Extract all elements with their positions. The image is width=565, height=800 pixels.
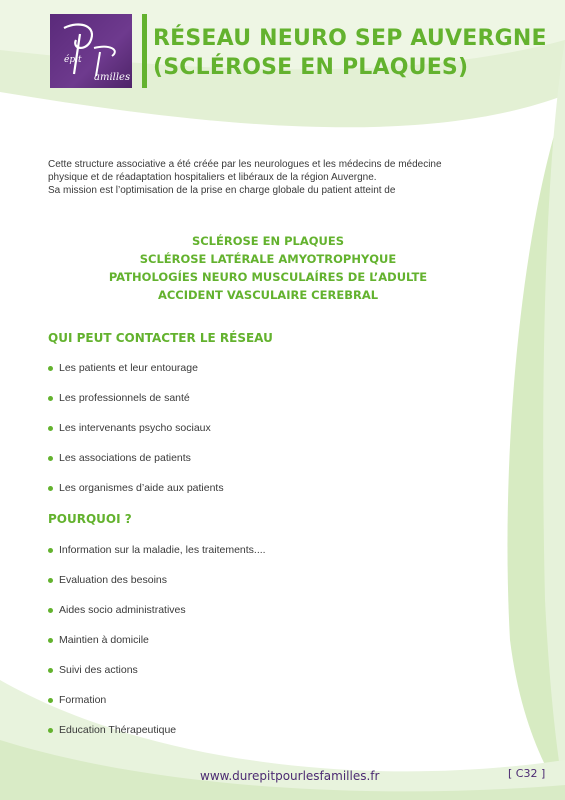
list-item: Aides socio administratives: [48, 604, 266, 634]
bullet-icon: [48, 608, 53, 613]
intro-line: Sa mission est l’optimisation de la prise en charge globale du patient atteint de: [48, 185, 396, 196]
list-item: Education Thérapeutique: [48, 724, 266, 754]
list-item: Maintien à domicile: [48, 634, 266, 664]
pathology-item: SCLÉROSE EN PLAQUES: [191, 234, 345, 248]
bullet-icon: [48, 578, 53, 583]
pathology-item: PATHOLOGÍES NEURO MUSCULAÍRES DE L’ADULTE: [108, 270, 428, 284]
list-item: Evaluation des besoins: [48, 574, 266, 604]
logo-text-repit: épit: [64, 55, 82, 65]
bullet-icon: [48, 486, 53, 491]
bullet-icon: [48, 668, 53, 673]
intro-line: physique et de réadaptation hospitaliers et libéraux de la région Auvergne.: [48, 172, 377, 183]
pathology-item: ACCIDENT VASCULAIRE CEREBRAL: [157, 288, 379, 302]
list-item: Les organismes d’aide aux patients: [48, 482, 224, 512]
contact-section-title: QUI PEUT CONTACTER LE RÉSEAU: [48, 331, 273, 345]
pathologies-list: [48, 232, 488, 304]
list-item: Les professionnels de santé: [48, 392, 224, 422]
page-number: [ C32 ]: [508, 767, 546, 780]
list-item: Les patients et leur entourage: [48, 362, 224, 392]
page-title: [153, 24, 553, 82]
list-item: Information sur la maladie, les traitements....: [48, 544, 266, 574]
pathology-item: SCLÉROSE LATÉRALE AMYOTROPHYQUE: [139, 252, 397, 266]
why-list: [48, 544, 266, 754]
bullet-icon: [48, 548, 53, 553]
list-item: Formation: [48, 694, 266, 724]
title-accent-bar: [142, 14, 147, 88]
bullet-icon: [48, 698, 53, 703]
logo-text-familles: amilles: [94, 72, 131, 83]
bullet-icon: [48, 366, 53, 371]
bullet-icon: [48, 456, 53, 461]
bullet-icon: [48, 426, 53, 431]
intro-line: Cette structure associative a été créée par les neurologues et les médecins de médecine: [48, 159, 442, 170]
list-item: Les intervenants psycho sociaux: [48, 422, 224, 452]
intro-paragraph: [48, 158, 488, 197]
list-item: Suivi des actions: [48, 664, 266, 694]
bullet-icon: [48, 638, 53, 643]
page-title-line1: RÉSEAU NEURO SEP AUVERGNE: [153, 26, 547, 51]
why-section-title: POURQUOI ?: [48, 512, 132, 526]
bullet-icon: [48, 728, 53, 733]
logo-graphic: [50, 14, 132, 88]
bullet-icon: [48, 396, 53, 401]
logo: [50, 14, 132, 88]
website-link[interactable]: www.durepitpourlesfamilles.fr: [200, 769, 380, 783]
list-item: Les associations de patients: [48, 452, 224, 482]
page-title-line2: (SCLÉROSE EN PLAQUES): [153, 55, 469, 80]
contact-list: [48, 362, 224, 512]
